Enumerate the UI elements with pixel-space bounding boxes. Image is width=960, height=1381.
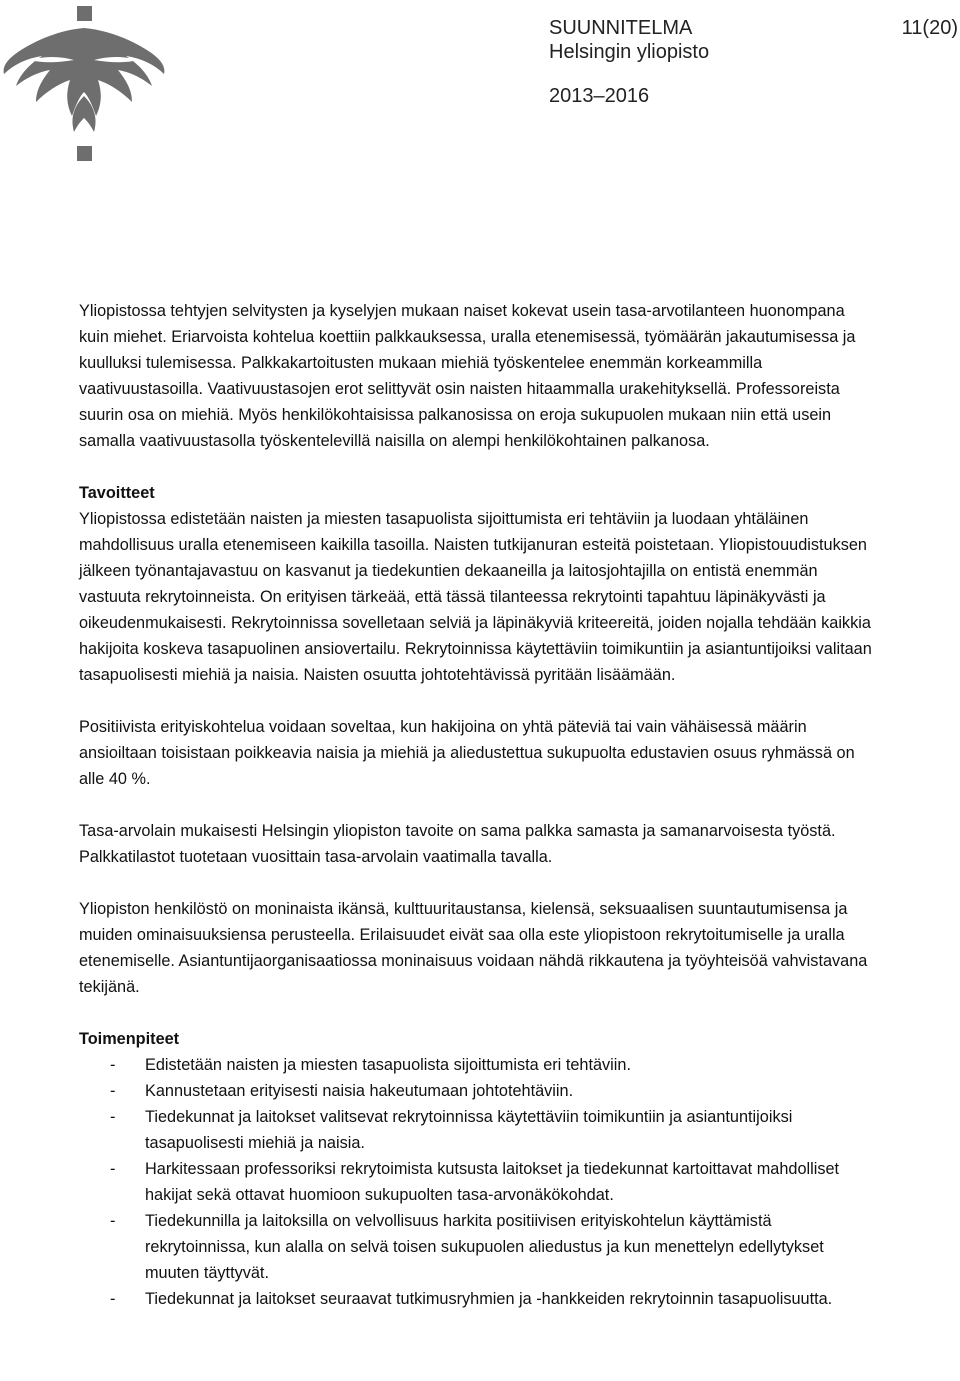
action-item: - Edistetään naisten ja miesten tasapuolista sijoittumista eri tehtäviin. — [79, 1052, 879, 1078]
document-header — [549, 16, 709, 108]
page-number: 11(20) — [901, 17, 958, 39]
diversity-paragraph: Yliopiston henkilöstö on moninaista ikänsä, kulttuuritaustansa, kielensä, seksuaalisen suuntautumisensa ja muiden ominaisuuksiensa perusteella. Erilaisuudet eivät saa olla este yliopistoon rekrytoitumiselle ja uralla etenemiselle. Asiantuntijaorganisaatiossa moninaisuus voidaan nähdä rikkautena ja työyhteisöä vahvistavana tekijänä. — [79, 900, 868, 996]
goals-heading: Tavoitteet — [79, 484, 155, 502]
actions-heading: Toimenpiteet — [79, 1030, 180, 1048]
action-item: - Kannustetaan erityisesti naisia hakeutumaan johtotehtäviin. — [79, 1078, 879, 1104]
action-item: - Tiedekunnilla ja laitoksilla on velvollisuus harkita positiivisen erityiskohtelun käyttämistä rekrytoinnissa, kun alalla on selvä toisen sukupuolen aliedustus ja kun menettelyn edellytykset muuten täyttyvät. — [79, 1208, 879, 1286]
organization-name: Helsingin yliopisto — [549, 41, 710, 63]
action-item: - Tiedekunnat ja laitokset valitsevat rekrytoinnissa käytettäviin toimikuntiin ja asiantuntijoiksi tasapuolisesti miehiä ja naisia. — [79, 1104, 879, 1156]
university-flame-logo-icon — [0, 0, 180, 170]
document-title: SUUNNITELMA — [549, 17, 693, 39]
document-body — [79, 298, 879, 1312]
plan-period: 2013–2016 — [549, 85, 650, 107]
actions-list — [79, 1052, 879, 1312]
goals-paragraph: Yliopistossa edistetään naisten ja miesten tasapuolista sijoittumista eri tehtäviin ja luodaan yhtäläinen mahdollisuus uralla etenemiseen kaikilla tasoilla. Naisten tutkijanuran esteitä poistetaan. Yliopistouudistuksen jälkeen työnantajavastuu on kasvanut ja tiedekuntien dekaaneilla ja laitosjohtajilla on entistä enemmän vastuuta rekrytoinneista. On erityisen tärkeää, että tässä tilanteessa rekrytointi tapahtuu läpinäkyvästi ja oikeudenmukaisesti. Rekrytoinnissa sovelletaan selviä ja läpinäkyviä kriteereitä, joiden nojalla tehdään kaikkia hakijoita koskeva tasapuolinen ansiovertailu. Rekrytoinnissa käytettäviin toimikuntiin ja asiantuntijoiksi valitaan tasapuolisesti miehiä ja naisia. Naisten osuutta johtotehtävissä pyritään lisäämään. — [79, 510, 872, 684]
positive-discrimination-paragraph: Positiivista erityiskohtelua voidaan soveltaa, kun hakijoina on yhtä päteviä tai vain vähäisessä määrin ansioiltaan toisistaan poikkeavia naisia ja miehiä ja aliedustettua sukupuolta edustavien osuus ryhmässä on alle 40 %. — [79, 718, 855, 788]
action-item: - Harkitessaan professoriksi rekrytoimista kutsusta laitokset ja tiedekunnat kartoittavat mahdolliset hakijat sekä ottavat huomioon sukupuolten tasa-arvonäkökohdat. — [79, 1156, 879, 1208]
intro-paragraph: Yliopistossa tehtyjen selvitysten ja kyselyjen mukaan naiset kokevat usein tasa-arvotilanteen huonompana kuin miehet. Eriarvoista kohtelua koettiin palkkauksessa, uralla etenemisessä, työmäärän jakautumisessa ja kuulluksi tulemisessa. Palkkakartoitusten mukaan miehiä työskentelee enemmän korkeammilla vaativuustasoilla. Vaativuustasojen erot selittyvät osin naisten hitaammalla urakehityksellä. Professoreista suurin osa on miehiä. Myös henkilökohtaisissa palkanosissa on eroja sukupuolen mukaan niin että usein samalla vaativuustasolla työskentelevillä naisilla on alempi henkilökohtainen palkanosa. — [79, 302, 856, 450]
equal-pay-paragraph: Tasa-arvolain mukaisesti Helsingin yliopiston tavoite on sama palkka samasta ja samanarvoisesta työstä. Palkkatilastot tuotetaan vuosittain tasa-arvolain vaatimalla tavalla. — [79, 822, 836, 866]
action-item: - Tiedekunnat ja laitokset seuraavat tutkimusryhmien ja -hankkeiden rekrytoinnin tasapuolisuutta. — [79, 1286, 879, 1312]
